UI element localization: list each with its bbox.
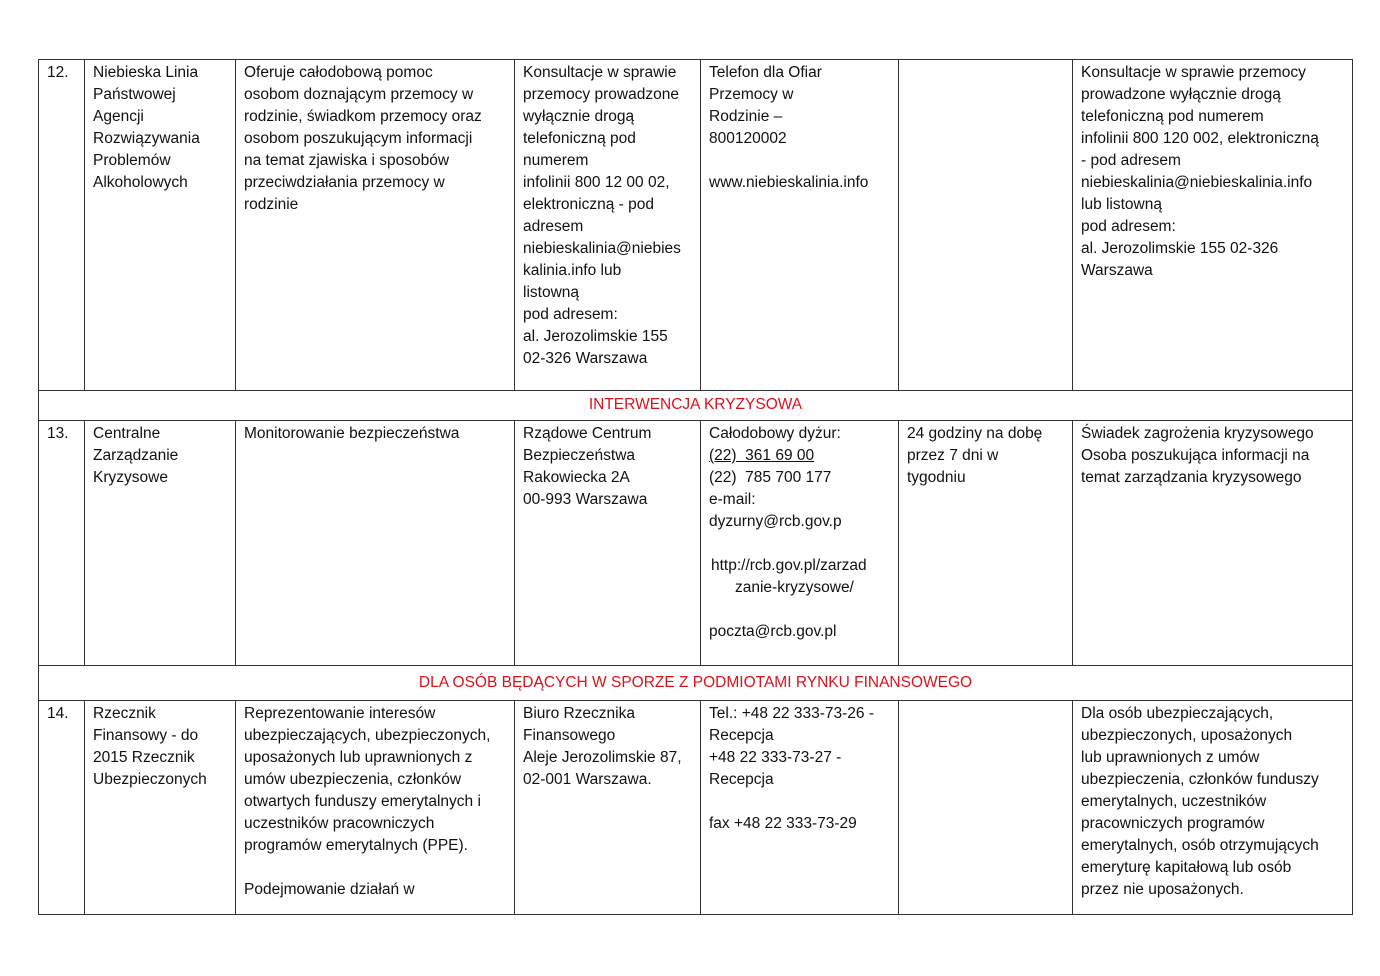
institution-name: Centralne Zarządzanie Kryzysowe <box>85 421 236 666</box>
section-title: DLA OSÓB BĘDĄCYCH W SPORZE Z PODMIOTAMI RYNKU FINANSOWEGO <box>39 666 1353 701</box>
website-url-continued: zanie-kryzysowe/ <box>735 579 854 596</box>
table-row <box>39 60 1353 391</box>
website-url: http://rcb.gov.pl/zarzad <box>711 557 867 574</box>
institution-audience: Konsultacje w sprawie przemocy prowadzone wyłącznie drogą telefoniczną pod numerem infolinii 800 120 002, elektroniczną - pod adresem niebieskalinia@niebieskalinia.info lub listowną pod adresem: al. Jerozolimskie 155 02-326 Warszawa <box>1073 60 1353 391</box>
table-row <box>39 421 1353 666</box>
contact-label: Całodobowy dyżur: <box>709 425 841 442</box>
section-title: INTERWENCJA KRYZYSOWA <box>39 391 1353 421</box>
phone-number: (22) 785 700 177 <box>709 469 832 486</box>
institution-name: Niebieska Linia Państwowej Agencji Rozwiązywania Problemów Alkoholowych <box>85 60 236 391</box>
row-number: 13. <box>39 421 85 666</box>
institution-hours: 24 godziny na dobę przez 7 dni w tygodniu <box>899 421 1073 666</box>
institution-audience: Świadek zagrożenia kryzysowego Osoba poszukująca informacji na temat zarządzania kryzysowego <box>1073 421 1353 666</box>
phone-number: (22) 361 69 00 <box>709 447 815 464</box>
institution-hours <box>899 60 1073 391</box>
institutions-table <box>38 59 1353 915</box>
email-address: dyzurny@rcb.gov.p <box>709 513 842 530</box>
institution-address: Biuro Rzecznika Finansowego Aleje Jerozolimskie 87, 02-001 Warszawa. <box>515 701 701 915</box>
row-number: 12. <box>39 60 85 391</box>
institution-name: Rzecznik Finansowy - do 2015 Rzecznik Ubezpieczonych <box>85 701 236 915</box>
institution-description: Monitorowanie bezpieczeństwa <box>236 421 515 666</box>
institution-description: Oferuje całodobową pomoc osobom doznającym przemocy w rodzinie, świadkom przemocy oraz osobom poszukującym informacji na temat zjawiska i sposobów przeciwdziałania przemocy w rodzinie <box>236 60 515 391</box>
institution-contact: Telefon dla Ofiar Przemocy w Rodzinie – 800120002 www.niebieskalinia.info <box>701 60 899 391</box>
institution-audience: Dla osób ubezpieczających, ubezpieczonych, uposażonych lub uprawnionych z umów ubezpieczenia, członków funduszy emerytalnych, uczestników pracowniczych programów emerytalnych, osób otrzymujących emeryturę kapitałową lub osób przez nie uposażonych. <box>1073 701 1353 915</box>
institution-description: Reprezentowanie interesów ubezpieczających, ubezpieczonych, uposażonych lub uprawnionych z umów ubezpieczenia, członków otwartych funduszy emerytalnych i uczestników pracowniczych programów emerytalnych (PPE). Podejmowanie działań w <box>236 701 515 915</box>
institution-address: Konsultacje w sprawie przemocy prowadzone wyłącznie drogą telefoniczną pod numerem infolinii 800 12 00 02, elektroniczną - pod adresem niebieskalinia@niebies kalinia.info lub listowną pod adresem: al. Jerozolimskie 155 02-326 Warszawa <box>515 60 701 391</box>
section-header-row <box>39 391 1353 421</box>
email-label: e-mail: <box>709 491 756 508</box>
email-address: poczta@rcb.gov.pl <box>709 623 837 640</box>
institution-contact <box>701 421 899 666</box>
institution-hours <box>899 701 1073 915</box>
row-number: 14. <box>39 701 85 915</box>
institution-address: Rządowe Centrum Bezpieczeństwa Rakowiecka 2A 00-993 Warszawa <box>515 421 701 666</box>
institution-contact: Tel.: +48 22 333-73-26 - Recepcja +48 22 333-73-27 - Recepcja fax +48 22 333-73-29 <box>701 701 899 915</box>
section-header-row <box>39 666 1353 701</box>
table-row <box>39 701 1353 915</box>
